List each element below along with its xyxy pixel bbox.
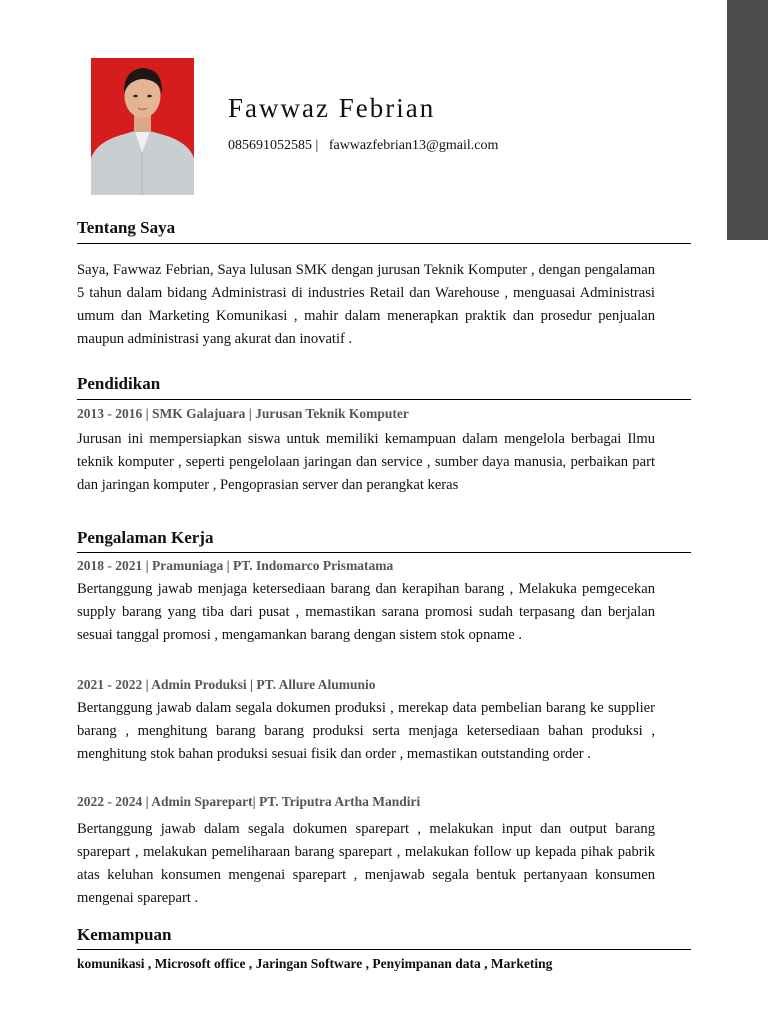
experience-entry-heading: 2022 - 2024 | Admin Sparepart| PT. Triputra Artha Mandiri <box>77 794 421 809</box>
education-entry-heading: 2013 - 2016 | SMK Galajuara | Jurusan Teknik Komputer <box>77 406 409 421</box>
education-entry-description: Jurusan ini mempersiapkan siswa untuk memiliki kemampuan dalam mengelola berbagai Ilmu teknik komputer , seperti pengelolaan jaringan dan service , sumber daya manusia, perbaikan part dan jaringan komputer , Pengoprasian server dan perangkat keras <box>77 431 655 493</box>
education-divider <box>77 399 691 400</box>
skills-divider <box>77 949 691 950</box>
skills-section-title: Kemampuan <box>77 925 172 944</box>
experience-entry-description: Bertanggung jawab dalam segala dokumen sparepart , melakukan input dan output barang sparepart , melakukan pemeliharaan barang sparepart , melakukan follow up kepada pihak pabrik atas keluhan konsumen mengenai sparepart , menjawab segala bentuk pertanyaan konsumen mengenai sparepart . <box>77 821 655 906</box>
experience-entry-heading: 2018 - 2021 | Pramuniaga | PT. Indomarco Prismatama <box>77 558 394 573</box>
education-section-title: Pendidikan <box>77 374 161 393</box>
skills-list: komunikasi , Microsoft office , Jaringan Software , Penyimpanan data , Marketing <box>77 956 553 971</box>
page-side-bar <box>727 0 768 240</box>
about-text: Saya, Fawwaz Febrian, Saya lulusan SMK dengan jurusan Teknik Komputer , dengan pengalaman 5 tahun dalam bidang Administrasi di industries Retail dan Warehouse , menguasai Administrasi umum dan Marketing Komunikasi , mahir dalam menerapkan praktik dan prosedur penjualan maupun administrasi yang akurat dan inovatif . <box>77 262 655 347</box>
experience-divider <box>77 552 691 553</box>
about-divider <box>77 243 691 244</box>
contact-line <box>228 138 498 154</box>
phone-number: 085691052585 <box>228 138 312 153</box>
experience-entry-heading: 2021 - 2022 | Admin Produksi | PT. Allure Alumunio <box>77 677 376 692</box>
profile-photo-illustration <box>91 58 194 195</box>
candidate-name: Fawwaz Febrian <box>228 93 436 123</box>
email-address: fawwazfebrian13@gmail.com <box>328 138 499 153</box>
about-section-title: Tentang Saya <box>77 218 176 237</box>
experience-section-title: Pengalaman Kerja <box>77 528 214 547</box>
experience-entry-description: Bertanggung jawab dalam segala dokumen produksi , merekap data pembelian barang ke supplier barang , menghitung barang barang produksi serta menjaga ketersediaan bahan produksi , menghitung stok bahan produksi sesuai fisik dan order , memastikan outstanding order . <box>77 700 655 762</box>
experience-entry-description: Bertanggung jawab menjaga ketersediaan barang dan kerapihan barang , Melakuka pemgecekan supply barang yang tiba dari pusat , memastikan sarana promosi sudah terpasang dan berjalan sesuai tanggal promosi , mengamankan barang dengan sistem stok opname . <box>77 581 655 643</box>
profile-photo <box>91 58 194 195</box>
contact-separator: | <box>315 138 319 153</box>
